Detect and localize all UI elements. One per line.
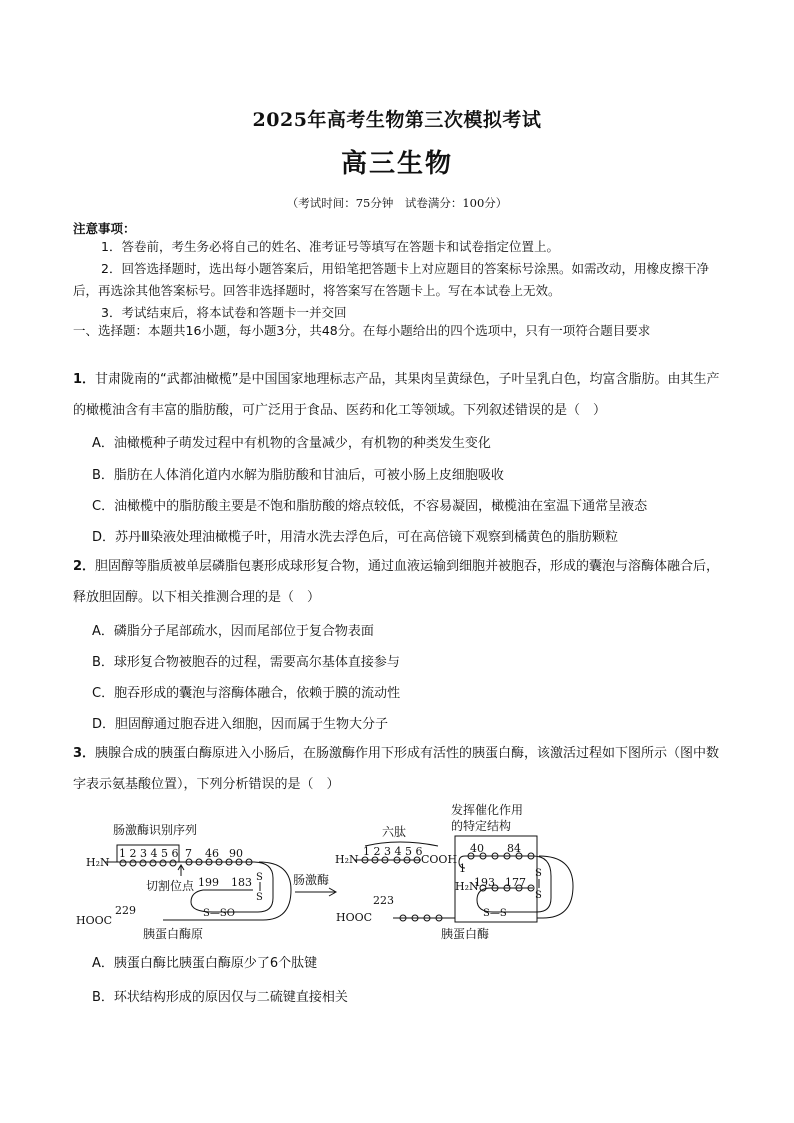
option-d: D．苏丹Ⅲ染液处理油橄榄子叶，用清水洗去浮色后，可在高倍镜下观察到橘黄色的脂肪颗粒 bbox=[92, 530, 618, 545]
residue-84-label: 84 bbox=[507, 842, 521, 855]
notes-title: 注意事项： bbox=[73, 221, 136, 236]
hexapeptide-c-label: COOH bbox=[421, 853, 458, 866]
hexapeptide-seq-label: 1 2 3 4 5 6 bbox=[363, 845, 423, 858]
trypsin-label: 胰蛋白酶 bbox=[441, 927, 490, 941]
question-stem: 胰腺合成的胰蛋白酶原进入小肠后，在肠激酶作用下形成有活性的胰蛋白酶，该激活过程如下图所示（图中数字表示氨基酸位置），下列分析错误的是（ ） bbox=[73, 746, 720, 792]
note-item: 2．回答选择题时，选出每小题答案后，用铅笔把答题卡上对应题目的答案标号涂黑。如需改动，用橡皮擦干净后，再选涂其他答案标号。回答非选择题时，将答案写在答题卡上。写在本试卷上无效。 bbox=[73, 261, 709, 298]
recognition-seq-label: 肠激酶识别序列 bbox=[113, 823, 198, 837]
exam-subject-title: 高三生物 bbox=[340, 149, 453, 179]
note-item: 3．考试结束后，将本试卷和答题卡一并交回 bbox=[101, 305, 347, 320]
recognition-seq-numbers: 1 2 3 4 5 6 bbox=[119, 847, 179, 860]
trypsin-activation-diagram bbox=[73, 800, 593, 950]
exam-time-info: （考试时间：75分钟 试卷满分：100分） bbox=[286, 196, 508, 210]
residue-177-label: 177 bbox=[505, 876, 526, 889]
residue-229-label: 229 bbox=[115, 904, 136, 917]
exam-main-title: 2025年高考生物第三次模拟考试 bbox=[252, 109, 542, 131]
residue-223-label: 223 bbox=[373, 894, 394, 907]
option-a: A．胰蛋白酶比胰蛋白酶原少了6个肽键 bbox=[92, 956, 318, 971]
c-terminus-label: HOOC bbox=[76, 914, 113, 927]
section-heading: 一、选择题：本题共16小题，每小题3分，共48分。在每小题给出的四个选项中，只有一项符合题目要求 bbox=[73, 323, 651, 338]
disulfide-s-label: S bbox=[256, 892, 263, 903]
hexapeptide-label: 六肽 bbox=[382, 825, 407, 839]
disulfide-horizontal-label: S—SO bbox=[203, 908, 235, 919]
n-terminus-label: H₂N bbox=[86, 856, 110, 869]
option-b: B．脂肪在人体消化道内水解为脂肪酸和甘油后，可被小肠上皮细胞吸收 bbox=[92, 468, 504, 483]
option-b: B．环状结构形成的原因仅与二硫键直接相关 bbox=[92, 990, 348, 1005]
disulfide-s-label: S bbox=[256, 872, 263, 883]
option-d: D．胆固醇通过胞吞进入细胞，因而属于生物大分子 bbox=[92, 717, 389, 732]
question-number: 2． bbox=[73, 559, 96, 574]
functional-structure-label: 的特定结构 bbox=[451, 819, 512, 833]
residue-90-label: 90 bbox=[229, 847, 243, 860]
option-c: C．胞吞形成的囊泡与溶酶体融合，依赖于膜的流动性 bbox=[92, 686, 401, 701]
cut-site-label: 切割位点 bbox=[146, 879, 195, 893]
option-a: A．磷脂分子尾部疏水，因而尾部位于复合物表面 bbox=[92, 624, 374, 639]
option-c: C．油橄榄中的脂肪酸主要是不饱和脂肪酸的熔点较低，不容易凝固，橄榄油在室温下通常呈液态 bbox=[92, 499, 648, 514]
enterokinase-label: 肠激酶 bbox=[293, 873, 330, 887]
trypsinogen-label: 胰蛋白酶原 bbox=[143, 927, 204, 941]
residue-40-label: 40 bbox=[470, 842, 484, 855]
residue-183-label: 183 bbox=[231, 876, 252, 889]
question-number: 3． bbox=[73, 746, 96, 761]
option-a: A．油橄榄种子萌发过程中有机物的含量减少，有机物的种类发生变化 bbox=[92, 436, 491, 451]
disulfide-horizontal-label: S—S bbox=[483, 908, 507, 919]
residue-7-label: 7 bbox=[185, 847, 192, 860]
residue-1-label: 1 bbox=[459, 862, 466, 875]
residue-46-label: 46 bbox=[205, 847, 219, 860]
functional-structure-label: 发挥催化作用 bbox=[451, 803, 524, 817]
question-stem: 胆固醇等脂质被单层磷脂包裹形成球形复合物，通过血液运输到细胞并被胞吞，形成的囊泡与溶酶体融合后，释放胆固醇。以下相关推测合理的是（ ） bbox=[73, 559, 720, 605]
question-3 bbox=[73, 738, 725, 800]
question-stem: 甘肃陇南的“武都油橄榄”是中国国家地理标志产品，其果肉呈黄绿色，子叶呈乳白色，均富含脂肪。由其生产的橄榄油含有丰富的脂肪酸，可广泛用于食品、医药和化工等领域。下列叙述错误的是（ ） bbox=[73, 372, 720, 418]
disulfide-s-label: S bbox=[535, 868, 542, 879]
question-2 bbox=[73, 551, 725, 613]
question-number: 1． bbox=[73, 372, 96, 387]
question-1 bbox=[73, 364, 725, 426]
disulfide-s-label: S bbox=[535, 890, 542, 901]
hexapeptide-n-label: H₂N bbox=[335, 853, 359, 866]
trypsin-n-label: H₂N bbox=[455, 880, 479, 893]
trypsin-c-label: HOOC bbox=[336, 911, 373, 924]
residue-199-label: 199 bbox=[198, 876, 219, 889]
residue-193-label: 193 bbox=[474, 876, 495, 889]
note-item: 1．答卷前，考生务必将自己的姓名、准考证号等填写在答题卡和试卷指定位置上。 bbox=[101, 239, 559, 254]
option-b: B．球形复合物被胞吞的过程，需要高尔基体直接参与 bbox=[92, 655, 400, 670]
